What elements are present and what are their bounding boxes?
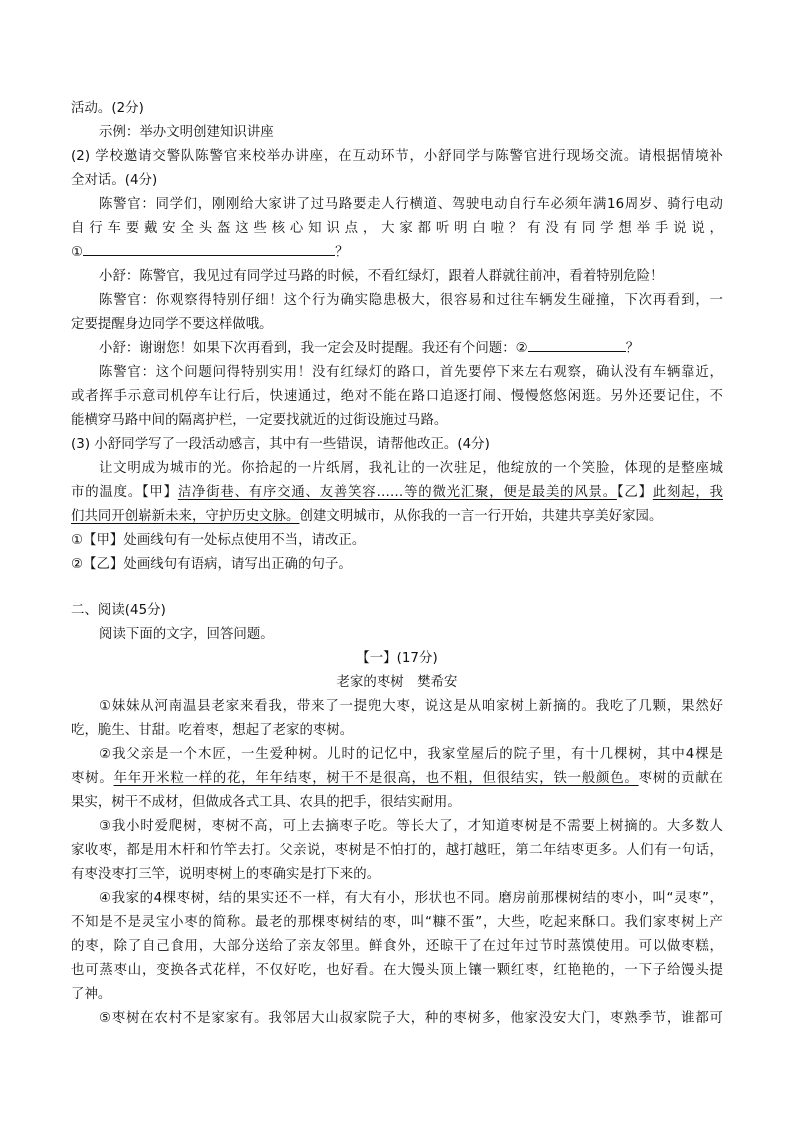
text-segment: 市的温度。【甲】	[71, 485, 178, 500]
passage-line	[71, 505, 723, 528]
paragraph-line: 果实，树干不成材，但做成各式工具、农具的把手，很结实耐用。	[71, 795, 461, 810]
instruction-line: 阅读下面的文字，回答问题。	[99, 627, 274, 642]
subquestion-line: ①【甲】处画线句有一处标点使用不当，请改正。	[71, 533, 366, 548]
text-line: 全对话。(4分)	[71, 173, 158, 188]
question-mark: ？	[625, 341, 640, 356]
text-line: 定要提醒身边同学不要这样做哦。	[71, 317, 273, 332]
paragraph-line: 了神。	[71, 987, 112, 1002]
paragraph-line: ①妹妹从河南温县老家来看我，带来了一提兜大枣，说这是从咱家树上新摘的。我吃了几颗，果然好	[99, 699, 723, 714]
paragraph-line: 吃，脆生、甘甜。吃着枣，想起了老家的枣树。	[71, 723, 354, 738]
blank-number: ①	[71, 245, 84, 260]
answer-blank-2[interactable]	[528, 337, 626, 352]
paragraph-line: 也可蒸枣山，变换各式花样，不仅好吃，也好看。在大馒头顶上镶一颗红枣，红艳艳的，一下子给馒头提	[71, 963, 723, 978]
paragraph-line: ②我父亲是一个木匠，一生爱种树。儿时的记忆中，我家堂屋后的院子里，有十几棵树，其中4棵是	[99, 747, 723, 762]
example-line: 示例：举办文明创建知识讲座	[99, 125, 274, 140]
question-mark: ？	[335, 245, 349, 260]
text-line: 或者挥手示意司机停车让行后，快速通过，绝对不能在路口追逐打闹、慢慢悠悠闲逛。另外还要记住，不	[71, 389, 723, 404]
text-line: 活动。(2分)	[71, 101, 144, 116]
text-segment: 【乙】	[616, 485, 653, 500]
answer-blank-1[interactable]	[83, 241, 335, 256]
text-segment: 枣树。	[71, 771, 114, 786]
section-heading: 二、阅读(45分)	[71, 603, 166, 618]
answer-line-2	[99, 337, 723, 360]
text-segment: 枣树的贡献在	[638, 771, 723, 786]
paragraph-line: ⑤枣树在农村不是家家有。我邻居大山叔家院子大，种的枣树多，他家没安大门，枣熟季节，谁都可	[99, 1011, 723, 1026]
dialogue-line: 陈警官：你观察得特别仔细！这个行为确实隐患极大，很容易和过往车辆发生碰撞，下次再看到，一	[99, 293, 723, 308]
dialogue-line: 自行车要戴安全头盔这些核心知识点，大家都听明白啦？有没有同学想举手说说，	[71, 221, 723, 236]
paragraph-line: 有枣没枣打三竿，说明枣树上的枣确实是打下来的。	[71, 867, 381, 882]
paragraph-line: ④我家的4棵枣树，结的果实还不一样，有大有小，形状也不同。磨房前那棵树结的枣小，叫“灵枣”，	[99, 891, 723, 906]
paragraph-line: 不知是不是灵宝小枣的简称。最老的那棵枣树结的枣，叫“糠不蛋”，大些，吃起来酥口。我们家枣树上产	[71, 915, 723, 930]
answer-line-1	[71, 241, 723, 264]
part-heading: 【一】(17分)	[356, 651, 438, 666]
paragraph-line: 家收枣，都是用木杆和竹竿去打。父亲说，枣树是不怕打的，越打越旺，第二年结枣更多。人们有一句话，	[71, 843, 723, 858]
underlined-sentence-jia: 洁净街巷、有序交通、友善笑容……等的微光汇聚，便是最美的风景。	[177, 485, 617, 500]
passage-line	[71, 481, 723, 504]
question-2-line: (2) 学校邀请交警队陈警官来校举办讲座，在互动环节，小舒同学与陈警官进行现场交流。请根据情境补	[71, 149, 723, 164]
question-3-line: (3) 小舒同学写了一段活动感言，其中有一些错误，请帮他改正。(4分)	[71, 437, 490, 452]
dialogue-text: 小舒：谢谢您！如果下次再看到，我一定会及时提醒。我还有个问题：②	[99, 341, 528, 356]
paragraph-line	[71, 767, 723, 790]
text-line: 能横穿马路中间的隔离护栏，一定要找就近的过街设施过马路。	[71, 413, 448, 428]
paragraph-line: ③我小时爱爬树，枣树不高，可上去摘枣子吃。等长大了，才知道枣树是不需要上树摘的。大多数人	[99, 819, 723, 834]
underlined-sentence-yi: 们共同开创崭新未来，守护历史文脉。	[71, 509, 300, 524]
dialogue-line: 陈警官：同学们，刚刚给大家讲了过马路要走人行横道、驾驶电动自行车必须年满16周岁、骑行电动	[99, 197, 723, 212]
underlined-sentence-yi: 此刻起，我	[652, 485, 723, 500]
dialogue-line: 小舒：陈警官，我见过有同学过马路的时候，不看红绿灯，跟着人群就往前冲，看着特别危险！	[99, 269, 664, 284]
underlined-sentence: 年年开米粒一样的花，年年结枣，树干不是很高，也不粗，但很结实，铁一般颜色。	[113, 771, 639, 786]
text-segment: 创建文明城市，从你我的一言一行开始，共建共享美好家园。	[299, 509, 663, 524]
passage-line: 让文明成为城市的光。你拾起的一片纸屑，我礼让的一次驻足，他绽放的一个笑脸，体现的是整座城	[99, 461, 723, 476]
article-title: 老家的枣树 樊希安	[336, 675, 458, 690]
dialogue-line: 陈警官：这个问题问得特别实用！没有红绿灯的路口，首先要停下来左右观察，确认没有车辆靠近，	[99, 365, 723, 380]
paragraph-line: 的枣，除了自己食用，大部分送给了亲友邻里。鲜食外，还晾干了在过年过节时蒸馍使用。可以做枣糕，	[71, 939, 723, 954]
subquestion-line: ②【乙】处画线句有语病，请写出正确的句子。	[71, 557, 352, 572]
